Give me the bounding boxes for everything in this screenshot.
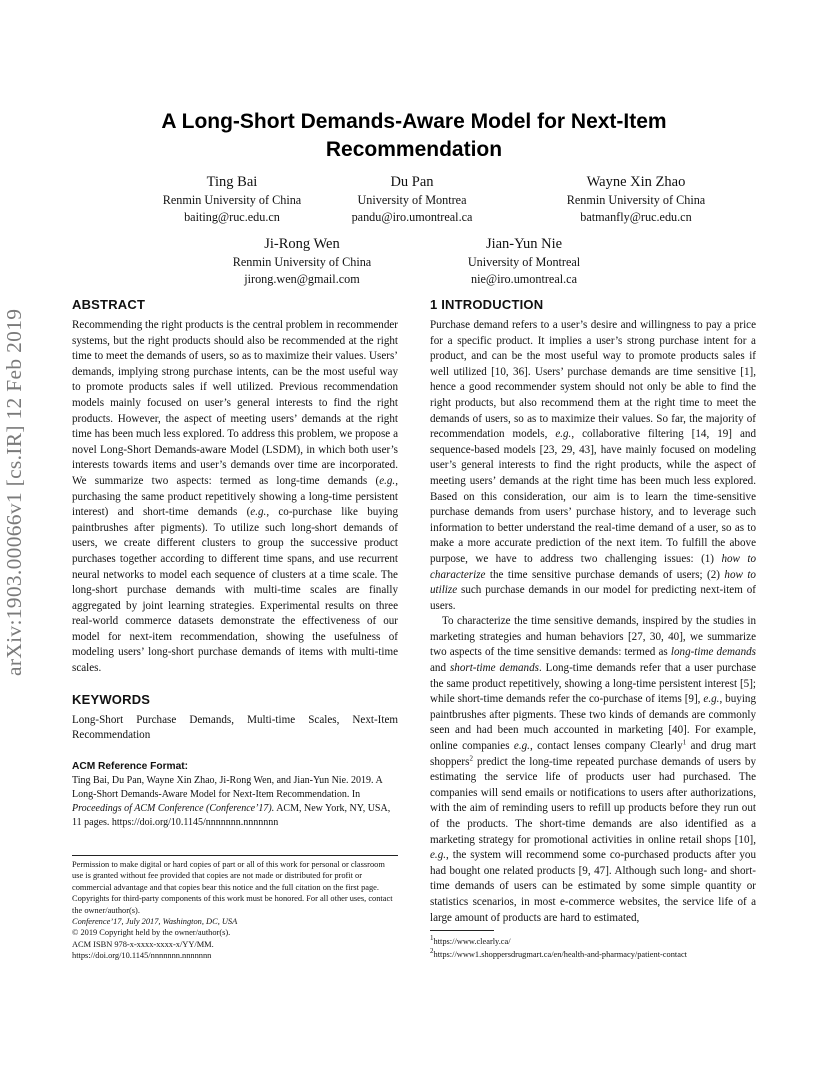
author-name: Ji-Rong Wen [264, 236, 340, 252]
paper-title: A Long-Short Demands-Aware Model for Next-Item Recommendation [161, 110, 667, 161]
right-column [430, 296, 756, 926]
author-email: batmanfly@ruc.edu.cn [580, 210, 692, 224]
author-email: nie@iro.umontreal.ca [471, 272, 577, 286]
author-affiliation: University of Montreal [467, 255, 581, 269]
abstract-text: Recommending the right products is the central problem in recommender systems, but the right products should also be recommended at the right time to meet the demands of users, so as to maximize their values. Users’ demands, implying strong purchase intents, can be the most useful way to promote products sales if well utilized. Previous recommendation models mainly focused on user’s general interests to find the right products. However, the aspect of meeting users’ demands at the right time has been much less explored. To address this problem, we propose a novel Long-Short Demands-aware Model (LSDM), in which both user’s interests towards items and user’s demands over time are incorporated. We summarize two aspects: termed as long-time demands (e.g., purchasing the same product repetitively showing a long-time persistent interest) and short-time demands (e.g., co-purchase like buying paintbrushes after pigments). To utilize such long-short demands of users, we create different clusters to group the successive product purchases together according to different time spans, and use recurrent neural networks to model each sequence of clusters at a time scale. The long-short purchase demands with multi-time scales are finally aggregated by joint learning strategies. Experimental results on three real-world commerce datasets demonstrate the effectiveness of our model for next-item recommendation, showing the usefulness of modeling users’ long-short purchase demands of items with multi-time scales. [72, 319, 399, 675]
permission-block [72, 855, 398, 962]
permission-text: Permission to make digital or hard copies of part or all of this work for personal or classroom use is granted without fee provided that copies are not made or distributed for profit or commercial advantage and that copies bear this notice and the full citation on the first page. Copyrights for third-party components of this work must be honored. For all other uses, contact the owner/author(s). [72, 860, 393, 915]
author-affiliation: Renmin University of China [566, 193, 706, 207]
author-affiliation: Renmin University of China [232, 255, 372, 269]
footnote-2: $^2$https://www1.shoppersdrugmart.ca/en/health-and-pharmacy/patient-contact [430, 947, 687, 959]
author-name: Jian-Yun Nie [485, 236, 563, 252]
permission-rule [72, 855, 398, 856]
footnote-1: $^1$https://www.clearly.ca/ [430, 934, 511, 946]
author-email: pandu@iro.umontreal.ca [351, 210, 473, 224]
left-column [72, 296, 398, 831]
isbn-line: ACM ISBN 978-x-xxxx-xxxx-x/YY/MM. [72, 939, 214, 949]
author-email: baiting@ruc.edu.cn [184, 210, 280, 224]
author-name: Ting Bai [206, 174, 258, 190]
author-affiliation: Renmin University of China [162, 193, 302, 207]
keywords-text: Long-Short Purchase Demands, Multi-time Scales, Next-Item Recommendation [72, 713, 398, 742]
footnote-rule [430, 930, 494, 931]
footnotes [430, 930, 756, 961]
author-email: jirong.wen@gmail.com [244, 272, 360, 286]
acm-reference: Ting Bai, Du Pan, Wayne Xin Zhao, Ji-Rong Wen, and Jian-Yun Nie. 2019. A Long-Short Demands-Aware Model for Next-Item Recommendation. In Proceedings of ACM Conference (Conference’17). ACM, New York, NY, USA, 11 pages. https://doi.org/10.1145/nnnnnnn.nnnnnnn [72, 774, 391, 829]
doi-line: https://doi.org/10.1145/nnnnnnn.nnnnnnn [72, 951, 212, 961]
introduction-heading: 1 INTRODUCTION [430, 297, 544, 312]
footnote-1-link[interactable]: https://www.clearly.ca/ [433, 937, 511, 946]
copyright-line: © 2019 Copyright held by the owner/author(s). [72, 928, 231, 938]
introduction-paragraph-2: To characterize the time sensitive demands, inspired by the studies in marketing strategies and human behaviors [27, 30, 40], we summarize two aspects of the time sensitive demands: termed as long-time demands and short-time demands. Long-time demands refer that a user purchase the same product repetitively, showing a long-time persistent interest [5]; while short-time demands refer the co-purchase of items [9], e.g., buying paintbrushes after pigments. These two kinds of demands are commonly seen and had been much accounted in marketing [40]. For example, online companies e.g., contact lenses company Clearly$^1$ and drug mart shoppers$^2$ predict the long-time repeated purchase demands of users by estimating the service life of products user had purchased. The companies will send emails or notifications to users after authorizations, with the aim of reminding users to refill up products before they run out of the products. The short-time demands are also identified as a marketing strategy for promotional activities in online retail shops [10], e.g., the system will recommend some co-purchased products after you had bought one related products [9, 47]. Although such long- and short-time demands of users can be estimated by some simple quantity or statistics scenarios, in most e-commerce websites, the service life of a large amount of products are hard to estimated, [430, 615, 756, 924]
abstract-heading: ABSTRACT [72, 297, 146, 312]
acm-reference-heading: ACM Reference Format: [72, 760, 189, 772]
arxiv-stamp-text: arXiv:1903.00066v1 [cs.IR] 12 Feb 2019 [2, 308, 26, 676]
author-name: Du Pan [390, 174, 434, 190]
author-name: Wayne Xin Zhao [586, 174, 686, 190]
introduction-paragraph-1: Purchase demand refers to a user’s desire and willingness to pay a price for a specific product. It implies a user’s strong purchase intent for a product, and can be the most useful way to promote products sales if well utilized [10, 36]. Users’ purchase demands are time sensitive [1], hence a good recommender system should not only be able to find the right products, but also recommend them at the right time to meet the demands of users, so as to maximize their values. So far, the majority of recommendation models, e.g., collaborative filtering [14, 19] and sequence-based models [23, 29, 43], have mainly focused on modeling user’s general interests to find the right products, while the aspect of meeting users’ demands at the right time has been much less explored. Based on this consideration, our aim is to learn the time-sensitive purchase demands from users’ purchase history, and to leverage such information to better understand the real-time demand of a user, so as to make a more accurate prediction of the next item. To fulfill the above purpose, we have to address two challenging issues: (1) how to characterize the time sensitive purchase demands of users; (2) how to utilize such purchase demands in our model for predicting next-item of users. [430, 319, 756, 612]
author-block [292, 172, 532, 226]
footnote-2-link[interactable]: https://www1.shoppersdrugmart.ca/en/health-and-pharmacy/patient-contact [433, 950, 687, 959]
author-block [516, 172, 756, 226]
author-block [182, 234, 422, 288]
author-affiliation: University of Montrea [357, 193, 467, 207]
keywords-heading: KEYWORDS [72, 691, 151, 707]
conference-line: Conference’17, July 2017, Washington, DC, USA [72, 917, 238, 927]
author-block [404, 234, 644, 288]
